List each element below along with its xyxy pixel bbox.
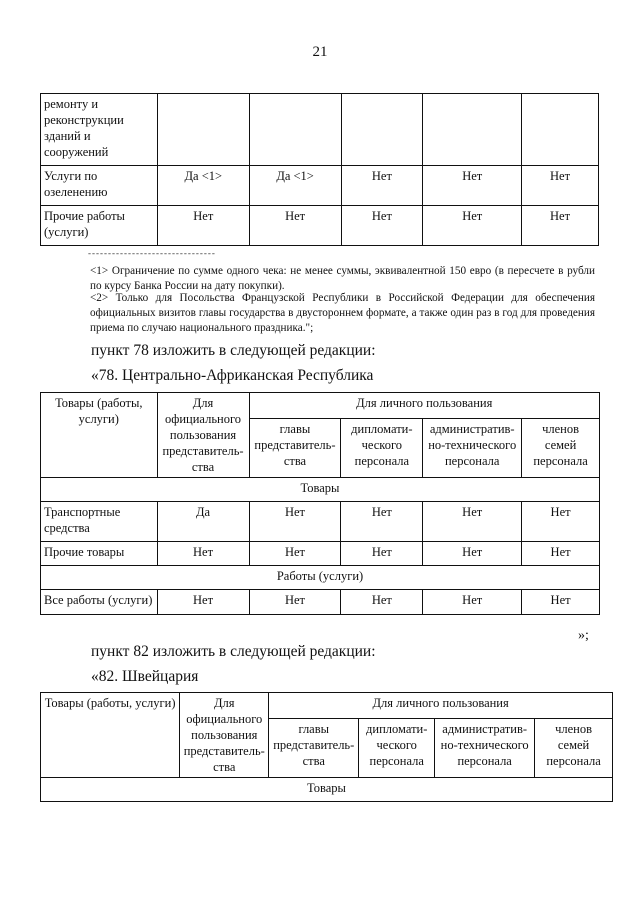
table-header-row bbox=[41, 693, 613, 719]
header-family: членов семей персонала bbox=[535, 718, 613, 777]
table-header-row bbox=[41, 393, 600, 419]
row-label: Прочие товары bbox=[41, 542, 158, 566]
section-row bbox=[41, 478, 600, 502]
header-official: Для официального пользования представитель-ства bbox=[180, 693, 269, 778]
row-label: Услуги по озеленению bbox=[41, 166, 158, 206]
section-works: Работы (услуги) bbox=[41, 566, 600, 590]
cell: Нет bbox=[249, 542, 341, 566]
cell bbox=[423, 94, 522, 166]
row-label: ремонту и реконструкции зданий и сооружений bbox=[41, 94, 158, 166]
table-row bbox=[41, 206, 599, 246]
cell: Нет bbox=[522, 206, 599, 246]
table-row bbox=[41, 502, 600, 542]
cell: Нет bbox=[423, 502, 522, 542]
cell: Нет bbox=[249, 206, 341, 246]
header-official: Для официального пользования представитель-ства bbox=[157, 393, 249, 478]
section-row bbox=[41, 778, 613, 802]
footnote-2: <2> Только для Посольства Французской Республики в Российской Федерации для обеспечения официальных визитов главы государства в двустороннем формате, а также один раз в год для проведения приема по случаю национального праздника."; bbox=[90, 292, 595, 334]
section-goods: Товары bbox=[41, 778, 613, 802]
cell: Нет bbox=[341, 206, 423, 246]
header-diplomatic: дипломати-ческого персонала bbox=[359, 718, 435, 777]
row-label: Все работы (услуги) bbox=[41, 590, 158, 615]
header-family: членов семей персонала bbox=[522, 418, 600, 477]
footnote-separator: -------------------------------- bbox=[88, 248, 216, 258]
cell: Нет bbox=[423, 542, 522, 566]
paragraph-78-title: «78. Центрально-Африканская Республика bbox=[91, 367, 374, 384]
cell bbox=[522, 94, 599, 166]
cell: Нет bbox=[341, 166, 423, 206]
cell: Нет bbox=[522, 590, 600, 615]
header-admin: административ-но-технического персонала bbox=[435, 718, 535, 777]
footnote-1: <1> Ограничение по сумме одного чека: не менее суммы, эквивалентной 150 евро (в пересчете в рубли по курсу Банка России на дату покупки). bbox=[90, 265, 595, 292]
cell: Нет bbox=[522, 502, 600, 542]
closing-mark: »; bbox=[578, 628, 589, 643]
cell: Нет bbox=[249, 590, 341, 615]
paragraph-82-title: «82. Швейцария bbox=[91, 668, 199, 685]
cell: Да <1> bbox=[249, 166, 341, 206]
table-row bbox=[41, 590, 600, 615]
cell: Нет bbox=[423, 166, 522, 206]
cell: Нет bbox=[341, 542, 423, 566]
cell: Нет bbox=[157, 590, 249, 615]
cell: Нет bbox=[341, 590, 423, 615]
table-switzerland bbox=[40, 692, 613, 802]
header-personal: Для личного пользования bbox=[269, 693, 613, 719]
paragraph-82-intro: пункт 82 изложить в следующей редакции: bbox=[91, 643, 376, 660]
header-personal: Для личного пользования bbox=[249, 393, 600, 419]
cell: Нет bbox=[522, 166, 599, 206]
table-row bbox=[41, 542, 600, 566]
table-central-african-republic bbox=[40, 392, 600, 615]
section-row bbox=[41, 566, 600, 590]
cell: Нет bbox=[341, 502, 423, 542]
section-goods: Товары bbox=[41, 478, 600, 502]
header-goods: Товары (работы, услуги) bbox=[41, 693, 180, 778]
cell: Нет bbox=[522, 542, 600, 566]
cell: Нет bbox=[423, 206, 522, 246]
row-label: Транспортные средства bbox=[41, 502, 158, 542]
cell: Нет bbox=[249, 502, 341, 542]
table-row bbox=[41, 94, 599, 166]
table-row bbox=[41, 166, 599, 206]
header-heads: главы представитель-ства bbox=[249, 418, 341, 477]
cell: Нет bbox=[423, 590, 522, 615]
table-continuation bbox=[40, 93, 599, 246]
cell bbox=[249, 94, 341, 166]
header-diplomatic: дипломати-ческого персонала bbox=[341, 418, 423, 477]
cell: Нет bbox=[157, 206, 249, 246]
header-heads: главы представитель-ства bbox=[269, 718, 359, 777]
cell bbox=[341, 94, 423, 166]
cell: Да <1> bbox=[157, 166, 249, 206]
header-goods: Товары (работы, услуги) bbox=[41, 393, 158, 478]
header-admin: административ-но-технического персонала bbox=[423, 418, 522, 477]
page-number: 21 bbox=[312, 44, 328, 60]
cell: Нет bbox=[157, 542, 249, 566]
paragraph-78-intro: пункт 78 изложить в следующей редакции: bbox=[91, 342, 376, 359]
cell: Да bbox=[157, 502, 249, 542]
cell bbox=[157, 94, 249, 166]
row-label: Прочие работы (услуги) bbox=[41, 206, 158, 246]
